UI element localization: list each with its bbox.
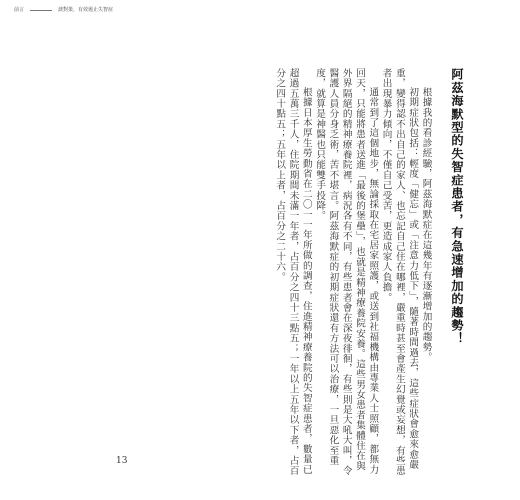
- paragraph: 通常到了這個地步，無論採取在宅居家照護，或送到社福機構由專業人士照顧，都無力回天，只能將患者送進「最後的堡壘」，也就是精神療養院安養。這些男女患者集體住在與外界隔絕的精神療養院裡，病況各有不同，有些患者會在深夜徘徊，有些則是大吼大叫，令醫護人員分身乏術，苦不堪言。阿茲海默症的初期症狀還有方法可以治療，一旦惡化至重度，就算是神醫也只能雙手投降。: [314, 68, 379, 476]
- running-header: [14, 8, 113, 13]
- paragraph: 根據我的看診經驗，阿茲海默症在這幾年有逐漸增加的趨勢。: [420, 87, 432, 363]
- vertical-body-text: [273, 68, 464, 478]
- running-header-title: 談對策，有效遏止失智症: [58, 7, 114, 13]
- section-heading-line: 阿茲海默型的失智症患者，有急速增加的趨勢！: [450, 68, 464, 346]
- section-heading: [449, 68, 465, 478]
- paragraph: 根據日本厚生勞動省在二〇一一年所做的調查，住進精神療養院的失智症患者，數量已超過五萬三千人，住院期間未滿一年者，占百分之四十三點五；一年以上五年以下者，占百分之四十點五；五年以上者，占百分之二十六。: [274, 68, 312, 476]
- running-header-rule: [30, 10, 52, 11]
- page-number: 13: [116, 456, 128, 466]
- running-header-label: 前言: [14, 7, 25, 13]
- paragraph: 初期症狀包括：輕度「健忘」或「注意力低下」，隨著時間過去，這些症狀會愈來愈嚴重，變得認不出自己的家人、也忘記自己住在哪裡，嚴重時甚至會產生幻覺或妄想，有些患者出現暴力傾向，不僅自己受苦，更造成家人負擔。: [380, 68, 419, 476]
